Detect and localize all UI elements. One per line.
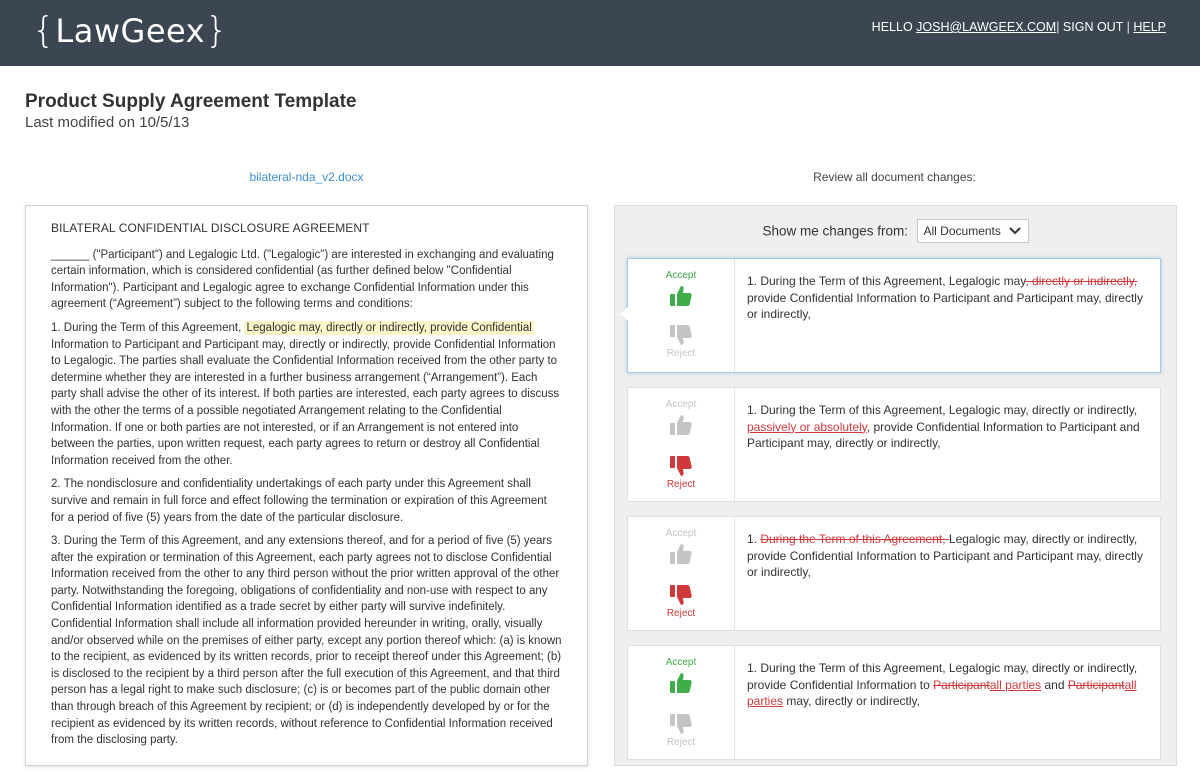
accept-button[interactable] <box>628 656 734 695</box>
agreement-heading: BILATERAL CONFIDENTIAL DISCLOSURE AGREEMENT <box>51 221 370 235</box>
reject-label: Reject <box>666 737 696 748</box>
reject-label: Reject <box>666 479 696 490</box>
accept-button[interactable] <box>628 269 734 308</box>
inserted-text: passively or absolutely <box>747 419 867 434</box>
thumbs-down-icon <box>669 583 693 607</box>
deleted-text: , directly or indirectly, <box>1025 274 1138 288</box>
thumbs-down-icon <box>669 323 693 347</box>
thumbs-up-icon <box>669 542 693 566</box>
thumbs-up-icon <box>669 671 693 695</box>
document-file-link[interactable]: bilateral-nda_v2.docx <box>249 170 364 184</box>
reject-button[interactable] <box>628 710 734 749</box>
accept-button[interactable] <box>628 527 734 566</box>
reject-label: Reject <box>666 608 696 619</box>
vote-column <box>628 517 735 630</box>
page-title: Product Supply Agreement Template <box>25 91 357 112</box>
greeting: HELLO <box>871 20 913 34</box>
nav-separator: | <box>1056 20 1060 34</box>
accept-label: Accept <box>665 528 697 539</box>
thumbs-down-icon <box>669 712 693 736</box>
thumbs-up-icon <box>669 413 693 437</box>
last-modified: Last modified on 10/5/13 <box>25 114 190 131</box>
reject-button[interactable] <box>628 323 734 360</box>
reject-button[interactable] <box>628 452 734 491</box>
user-email-link[interactable]: JOSH@LAWGEEX.COM <box>916 20 1057 34</box>
change-text: 1. During the Term of this Agreement, Legalogic may, directly or indirectly, provide Confidential Information to Participant and Participant may, directly or indirectly, <box>747 532 1143 580</box>
document-filter-select[interactable] <box>917 219 1029 243</box>
accept-label: Accept <box>665 399 697 410</box>
help-link[interactable]: HELP <box>1133 20 1166 34</box>
top-bar <box>0 0 1200 66</box>
agreement-intro: ______ ("Participant") and Legalogic Ltd. ("Legalogic") are interested in exchanging and evaluating certain information, which is considered confidential (as further defined below "Confidential Information"). Participant and Legalogic agree to exchange Confidential Information under this agreement (“Agreement”) subject to the following terms and conditions: <box>51 248 554 311</box>
change-card[interactable] <box>627 387 1161 502</box>
highlighted-change[interactable]: Legalogic may, directly or indirectly, provide Confidential <box>246 321 532 334</box>
change-card[interactable] <box>627 645 1161 760</box>
clause-1: 1. During the Term of this Agreement, Legalogic may, directly or indirectly, provide Confidential Information to Participant and Participant may, directly or indirectly, provide Confidential Information to Legalogic. The parties shall evaluate the Confidential Information received from the other party to determine whether they are interested in a further business arrangement (“Arrangement”). Each party shall advise the other of its interest. If both parties are interested, each party agrees to discuss with the other the terms of a possible negotiated Arrangement relating to the Confidential Information. If one or both parties are not interested, or if an Arrangement is not entered into between the parties, upon written request, each party agrees to return or destroy all Confidential Information received from the other. <box>51 321 560 467</box>
filter-selected-value: All Documents <box>923 224 1001 238</box>
vote-column <box>628 388 735 501</box>
reject-button[interactable] <box>628 581 734 620</box>
deleted-text: Participant <box>1067 677 1125 692</box>
vote-column <box>628 259 735 372</box>
thumbs-up-icon <box>669 284 693 308</box>
accept-button[interactable] <box>628 398 734 437</box>
change-card[interactable] <box>627 516 1161 631</box>
lawgeex-logo[interactable]: {LawGeex} <box>32 10 229 51</box>
change-text: 1. During the Term of this Agreement, Legalogic may, directly or indirectly, provide Confidential Information to Participantall parties and Participantall parties may, directly or indirectly, <box>747 661 1138 709</box>
user-nav <box>872 20 1166 34</box>
changes-panel <box>614 205 1177 766</box>
filter-row <box>615 219 1176 245</box>
change-card[interactable] <box>627 258 1161 373</box>
document-panel[interactable] <box>25 205 588 766</box>
nav-separator: | <box>1126 20 1130 34</box>
vote-column <box>628 646 735 759</box>
chevron-down-icon <box>1008 220 1022 242</box>
deleted-text: Participant <box>933 677 990 692</box>
reject-label: Reject <box>666 348 696 359</box>
accept-label: Accept <box>665 657 697 668</box>
change-text: 1. During the Term of this Agreement, Legalogic may, directly or indirectly, passively or absolutely, provide Confidential Information to Participant and Participant may, directly or indirectly, <box>747 403 1140 451</box>
card-pointer <box>620 307 628 321</box>
change-text: 1. During the Term of this Agreement, Legalogic may, directly or indirectly, provide Confidential Information to Participant and Participant may, directly or indirectly, <box>747 274 1143 322</box>
filter-label: Show me changes from: <box>762 223 909 239</box>
sign-out-link[interactable]: SIGN OUT <box>1062 20 1124 34</box>
accept-label: Accept <box>665 270 697 281</box>
deleted-text: During the Term of this Agreement, <box>760 532 949 546</box>
clause-2: 2. The nondisclosure and confidentiality undertakings of each party under this Agreement shall survive and remain in full force and effect following the termination or expiration of this Agreement for a period of five (5) years from the date of the particular disclosure. <box>51 478 547 524</box>
review-heading: Review all document changes: <box>813 170 976 184</box>
inserted-text: all parties <box>989 677 1042 692</box>
thumbs-down-icon <box>669 454 693 478</box>
clause-3: 3. During the Term of this Agreement, and any extensions thereof, and for a period of five (5) years after the expiration or termination of this Agreement, each party agrees not to disclose Confidential Information received from the other to any third person without the prior written approval of the other party. Notwithstanding the foregoing, obligations of confidentiality and non-use with respect to any Confidential Information identified as a trade secret by either party will survive indefinitely. Confidential Information shall include all information provided hereunder in writing, orally, visually and/or observed while on the premises of either party, except any portion thereof which: (a) is known to the recipient, as evidenced by its written records, prior to receipt thereof under this Agreement; (b) is disclosed to the recipient by a third person after the full execution of this Agreement, and that third person has a legal right to make such disclosure; (c) is or becomes part of the public domain other than through breach of this Agreement by recipient; or (d) is independently developed by or for the recipient as evidenced by its written records, without reference to Confidential Information received from the disclosing party. <box>51 535 562 747</box>
inserted-text: all parties <box>747 677 1137 709</box>
